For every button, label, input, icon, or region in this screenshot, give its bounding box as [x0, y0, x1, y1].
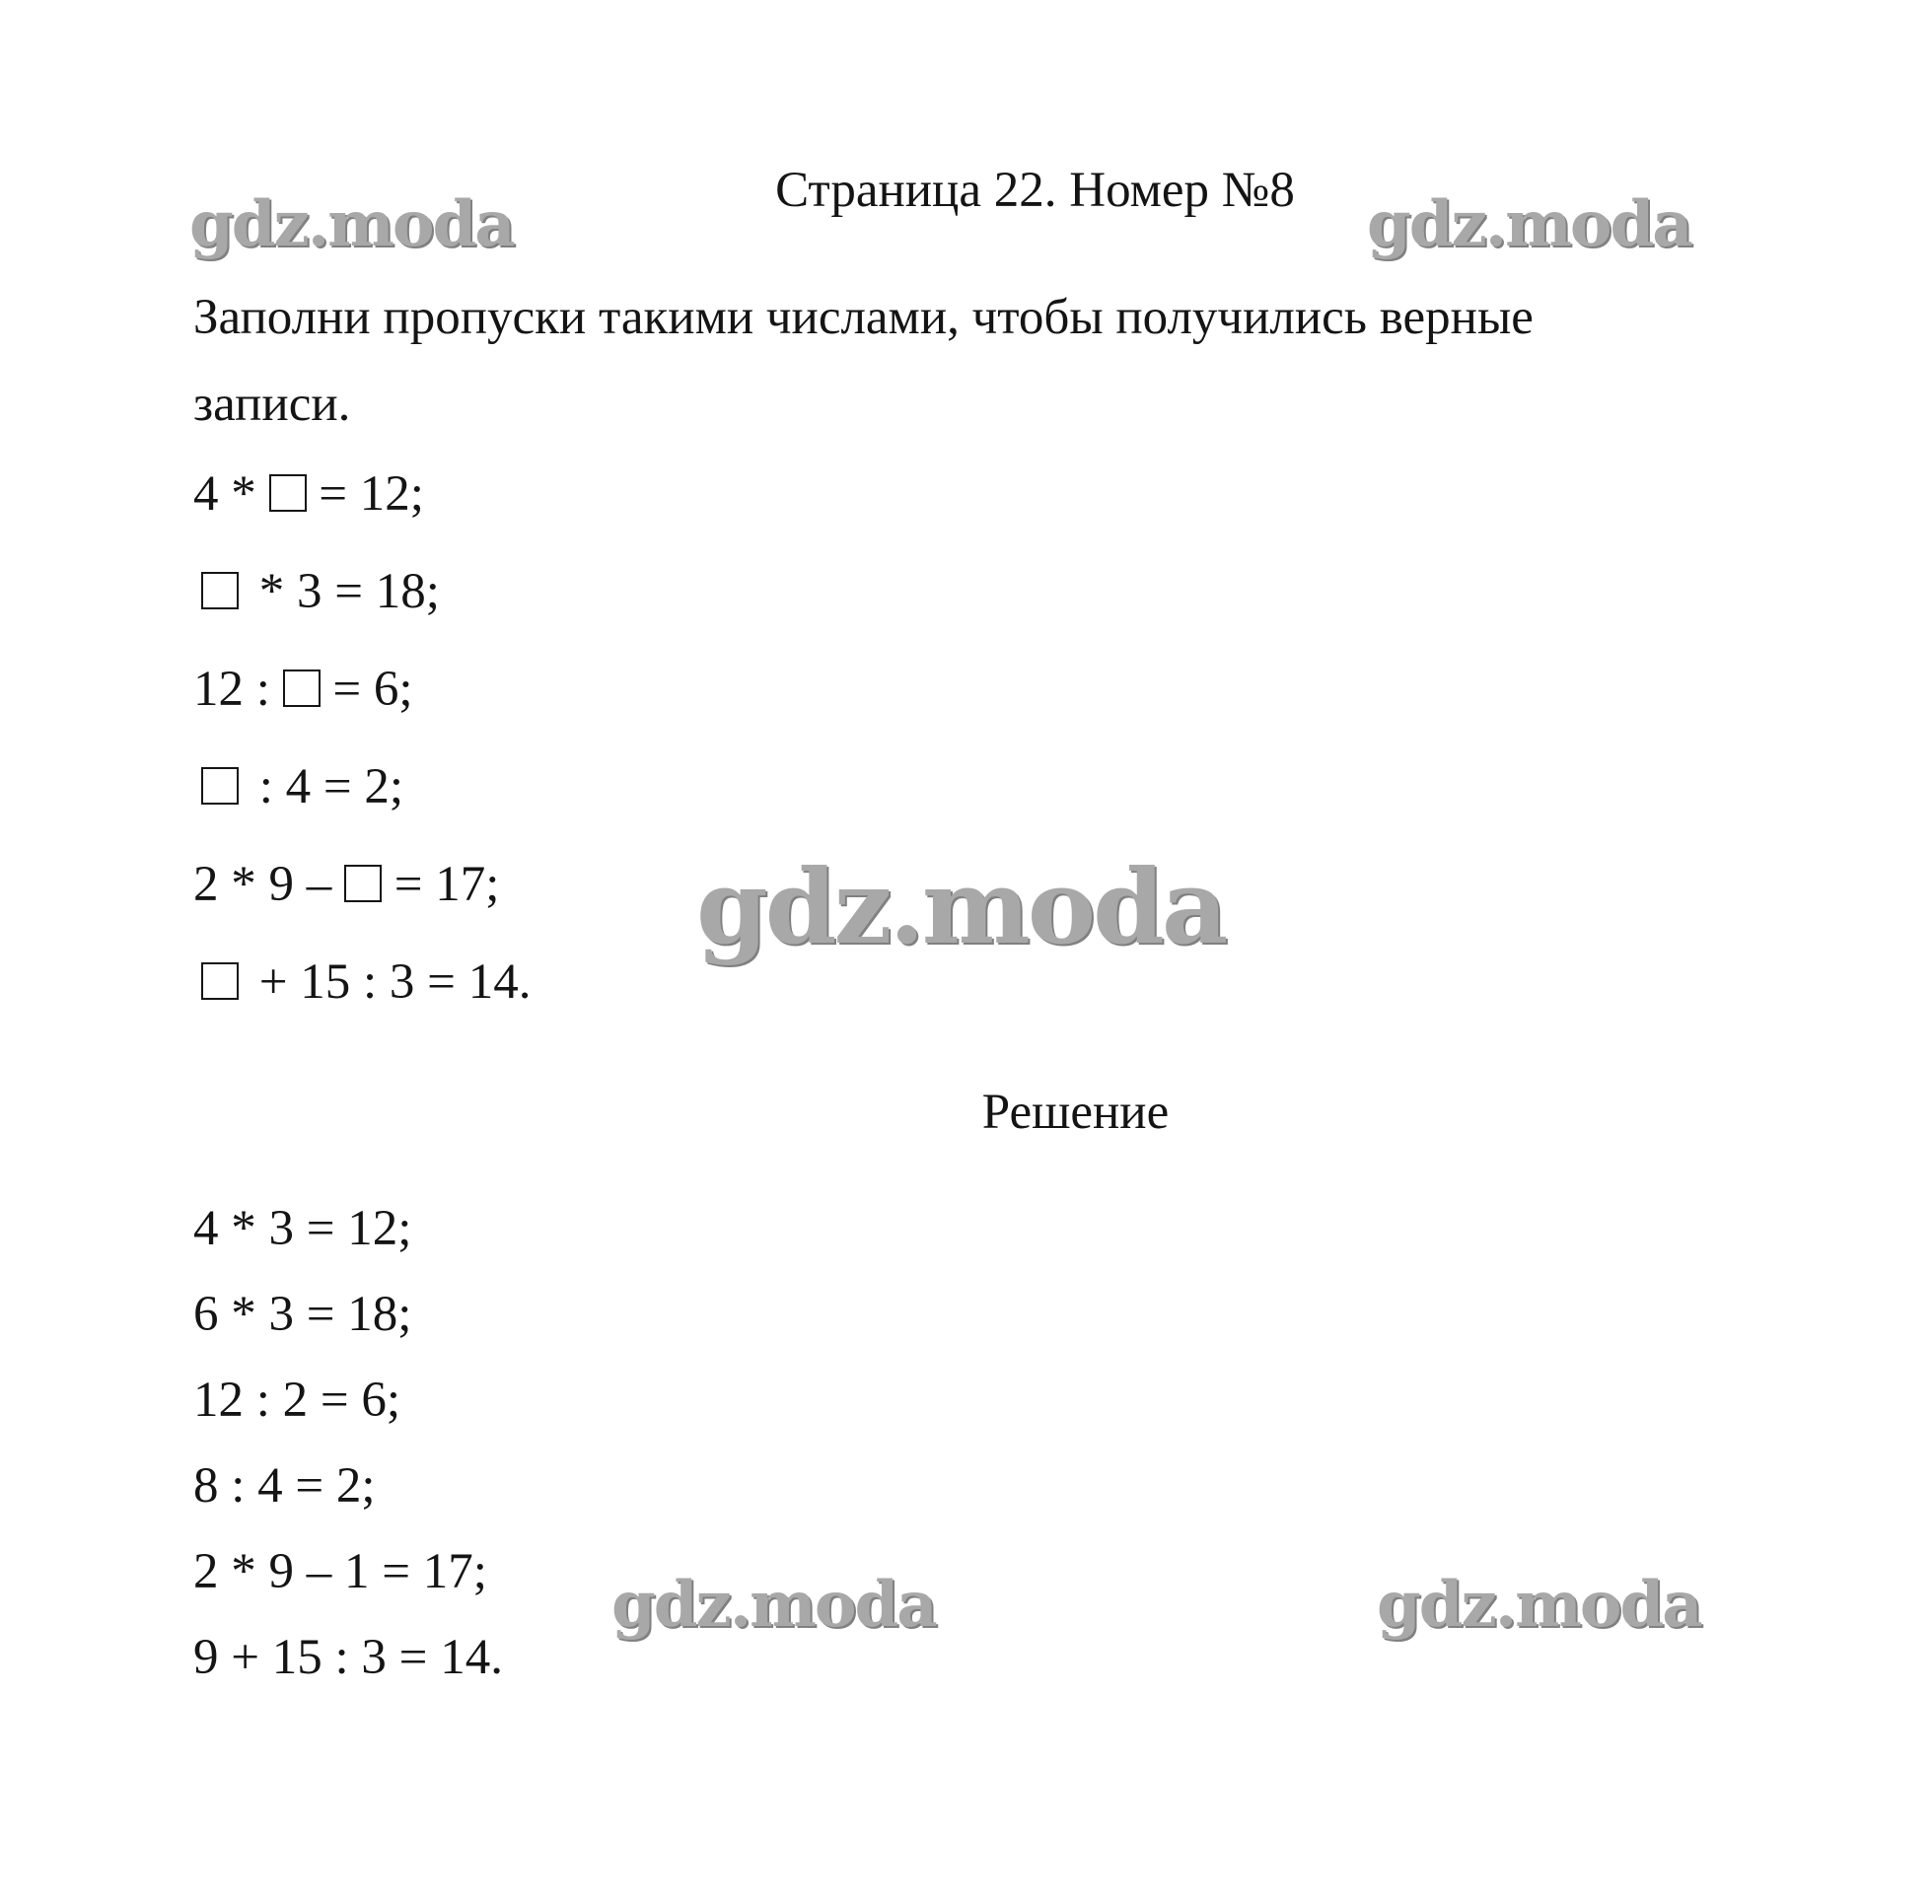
solution-line-5: 2 * 9 – 1 = 17;	[193, 1544, 487, 1599]
equation-right: = 12;	[306, 466, 424, 522]
solution-line-2: 6 * 3 = 18;	[193, 1287, 412, 1342]
equation-left: 4 *	[193, 466, 269, 522]
blank-box	[283, 670, 321, 707]
watermark-logo: gdz.moda	[189, 187, 514, 261]
watermark-logo: gdz.moda	[1377, 1568, 1701, 1642]
exercise-equation-1	[193, 466, 424, 522]
task-text-line-2: записи.	[193, 377, 351, 432]
exercise-equation-2	[193, 564, 440, 619]
exercise-equation-4	[193, 759, 404, 814]
solution-line-6: 9 + 15 : 3 = 14.	[193, 1630, 503, 1685]
equation-right: = 6;	[320, 662, 413, 717]
exercise-equation-3	[193, 662, 413, 717]
equation-left: 12 :	[193, 662, 283, 717]
watermark-logo: gdz.moda	[696, 846, 1226, 967]
equation-right: * 3 = 18;	[247, 564, 440, 619]
watermark-logo: gdz.moda	[1367, 187, 1691, 261]
blank-box	[201, 962, 239, 1000]
watermark-logo: gdz.moda	[611, 1568, 936, 1642]
solution-heading: Решение	[981, 1085, 1170, 1140]
blank-box	[201, 767, 239, 805]
equation-right: : 4 = 2;	[247, 759, 404, 814]
blank-box	[269, 474, 307, 512]
page-title: Страница 22. Номер №8	[775, 163, 1295, 218]
equation-right: = 17;	[382, 857, 500, 912]
equation-left: 2 * 9 –	[193, 857, 344, 912]
exercise-equation-6	[193, 954, 532, 1010]
equation-right: + 15 : 3 = 14.	[247, 954, 532, 1010]
task-text-line-1: Заполни пропуски такими числами, чтобы получились верные	[193, 290, 1534, 345]
blank-box	[344, 865, 382, 902]
solution-line-3: 12 : 2 = 6;	[193, 1373, 401, 1428]
blank-box	[201, 572, 239, 609]
exercise-equation-5	[193, 857, 500, 912]
solution-line-1: 4 * 3 = 12;	[193, 1201, 412, 1256]
solution-line-4: 8 : 4 = 2;	[193, 1458, 376, 1514]
